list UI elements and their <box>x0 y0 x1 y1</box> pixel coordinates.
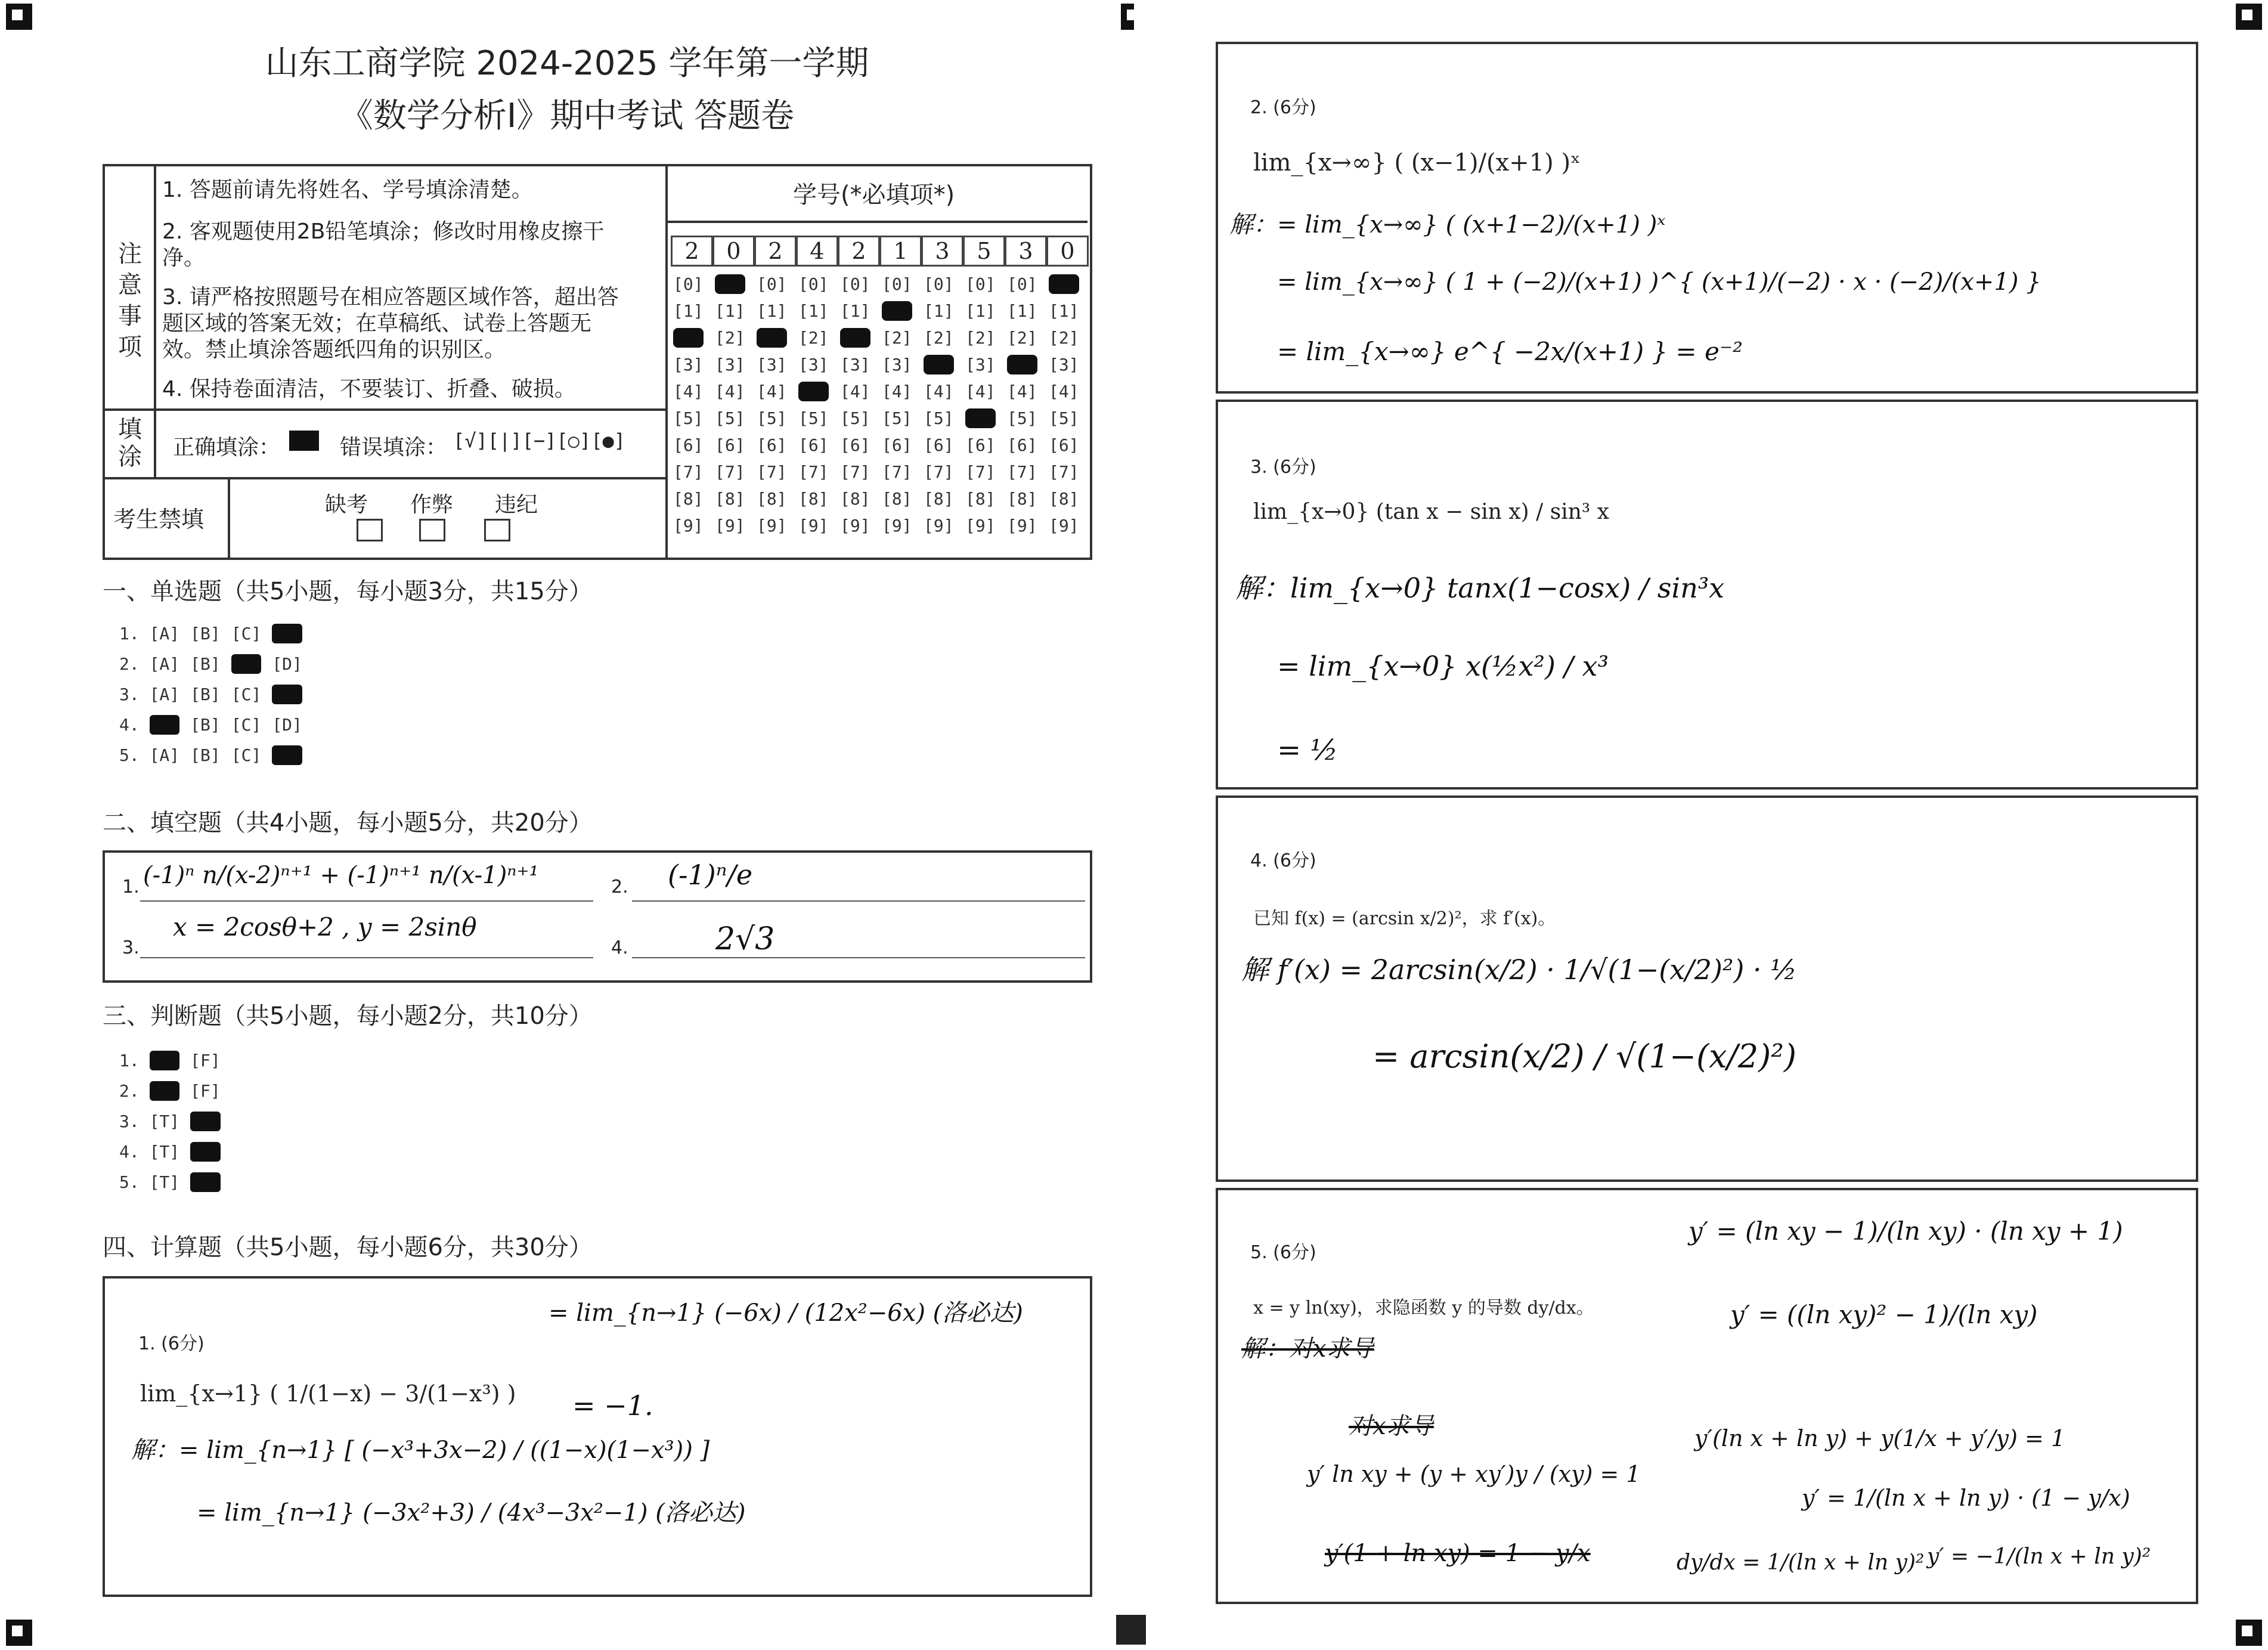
right-page <box>1134 0 2268 1650</box>
blank4-num: 4. <box>611 937 628 958</box>
student-id-bubble[interactable]: [8] <box>1049 489 1079 509</box>
student-id-bubble[interactable]: [6] <box>1007 435 1037 455</box>
student-id-bubble[interactable]: [5] <box>1049 408 1079 428</box>
q2-label: 2. (6分) <box>1250 97 1316 118</box>
page-subtitle: 《数学分析Ⅰ》期中考试 答题卷 <box>339 97 795 135</box>
choice-option[interactable]: [D] <box>272 685 302 704</box>
student-id-bubble[interactable]: [0] <box>1049 274 1079 294</box>
student-id-bubble[interactable]: [5] <box>965 408 996 428</box>
q2-work-1: 解：= lim_{x→∞} ( (x+1−2)/(x+1) )ˣ <box>1229 211 1666 239</box>
blank2-answer: (-1)ⁿ/e <box>668 859 753 891</box>
tf-option[interactable]: [F] <box>190 1081 221 1101</box>
student-id-bubble[interactable]: [7] <box>757 462 787 482</box>
notice-rule-2: 2. 客观题使用2B铅笔填涂；修改时用橡皮擦干净。 <box>162 219 605 270</box>
student-id-bubble[interactable]: [0] <box>757 274 787 294</box>
student-id-bubble[interactable]: [2] <box>1049 328 1079 348</box>
student-id-bubble[interactable]: [4] <box>715 382 745 401</box>
tf-option[interactable]: [T] <box>149 1172 180 1192</box>
tf-option[interactable]: [F] <box>190 1112 221 1131</box>
student-id-bubble[interactable]: [4] <box>840 382 870 401</box>
tf-option[interactable]: [T] <box>149 1081 180 1101</box>
q5-work-3: 解：对x求导 <box>1241 1335 1374 1363</box>
q5-problem: x = y ln(xy)，求隐函数 y 的导数 dy/dx。 <box>1253 1298 1594 1318</box>
choice-option[interactable]: [D] <box>272 715 302 735</box>
flag-absent: 缺考 <box>325 493 368 517</box>
flag-absent-box[interactable] <box>357 519 383 541</box>
q5-work-5: y′ ln xy + (y + xy′)y / (xy) = 1 <box>1307 1461 1641 1487</box>
choice-option[interactable]: [D] <box>272 624 302 643</box>
student-id-bubble[interactable]: [9] <box>798 516 829 535</box>
flag-violation: 违纪 <box>495 493 538 517</box>
q1-work-3: = lim_{n→1} (−6x) / (12x²−6x) (洛必达) <box>549 1299 1023 1327</box>
q2-problem: lim_{x→∞} ( (x−1)/(x+1) )ˣ <box>1253 149 1581 177</box>
student-id-bubble[interactable]: [9] <box>1007 516 1037 535</box>
student-id-bubble[interactable]: [2] <box>798 328 829 348</box>
student-id-bubble[interactable]: [3] <box>840 355 870 374</box>
student-id-bubble[interactable]: [0] <box>798 274 829 294</box>
student-id-bubble[interactable]: [9] <box>715 516 745 535</box>
blank2-num: 2. <box>611 877 628 897</box>
student-id-bubble[interactable]: [1] <box>1049 301 1079 321</box>
student-id-digit: 2 <box>838 236 880 267</box>
section4-title: 四、计算题（共5小题，每小题6分，共30分） <box>103 1234 593 1261</box>
student-id-bubble[interactable]: [6] <box>840 435 870 455</box>
choice-option[interactable]: [B] <box>190 715 221 735</box>
notice-rule-4: 4. 保持卷面清洁，不要装订、折叠、破损。 <box>162 377 576 401</box>
student-id-bubble[interactable]: [5] <box>924 408 954 428</box>
student-id-bubble[interactable]: [0] <box>840 274 870 294</box>
student-id-digit: 4 <box>796 236 838 267</box>
student-id-digit: 3 <box>1005 236 1047 267</box>
student-id-bubble[interactable]: [7] <box>798 462 829 482</box>
section1-title: 一、单选题（共5小题，每小题3分，共15分） <box>103 578 593 605</box>
tf-row <box>119 1051 231 1070</box>
student-id-bubble[interactable]: [8] <box>757 489 787 509</box>
student-id-digit: 5 <box>963 236 1005 267</box>
student-id-bubble[interactable]: [5] <box>715 408 745 428</box>
choice-option[interactable]: [C] <box>231 654 262 674</box>
student-id-bubble[interactable]: [6] <box>798 435 829 455</box>
tf-option[interactable]: [T] <box>149 1051 180 1070</box>
student-id-digit: 0 <box>712 236 755 267</box>
student-id-bubble[interactable]: [2] <box>673 328 704 348</box>
student-id-digit: 3 <box>921 236 963 267</box>
choice-row <box>119 745 313 765</box>
student-id-bubble[interactable]: [4] <box>673 382 704 401</box>
student-id-bubble[interactable]: [7] <box>965 462 996 482</box>
student-id-bubble[interactable]: [9] <box>965 516 996 535</box>
notice-label: 注 意 事 项 <box>118 240 142 361</box>
student-id-bubble[interactable]: [1] <box>882 301 912 321</box>
q1-label: 1. (6分) <box>138 1333 205 1354</box>
student-id-bubble[interactable]: [3] <box>1007 355 1037 374</box>
choice-row <box>119 685 313 704</box>
student-id-bubble[interactable]: [8] <box>1007 489 1037 509</box>
student-id-bubble[interactable]: [1] <box>715 301 745 321</box>
tf-option[interactable]: [T] <box>149 1142 180 1162</box>
student-id-bubble[interactable]: [5] <box>840 408 870 428</box>
student-id-bubble[interactable]: [8] <box>965 489 996 509</box>
section3-title: 三、判断题（共5小题，每小题2分，共10分） <box>103 1002 593 1030</box>
student-id-bubble[interactable]: [0] <box>882 274 912 294</box>
student-id-bubble[interactable]: [7] <box>1007 462 1037 482</box>
choice-row <box>119 654 313 674</box>
q3-work-2: = lim_{x→0} x(½x²) / x³ <box>1277 650 1609 682</box>
q4-label: 4. (6分) <box>1250 850 1316 871</box>
corner-marker <box>2236 4 2262 30</box>
student-id-bubble[interactable]: [0] <box>715 274 745 294</box>
student-id-bubble[interactable]: [0] <box>673 274 704 294</box>
choice-num: 3. <box>119 685 150 704</box>
q1-work-4: = −1. <box>572 1389 653 1422</box>
student-id-label: 学号(*必填项*) <box>793 181 955 209</box>
notice-rule-1: 1. 答题前请先将姓名、学号填涂清楚。 <box>162 178 533 202</box>
q1-problem: lim_{x→1} ( 1/(1−x) − 3/(1−x³) ) <box>140 1380 516 1407</box>
student-id-bubble[interactable]: [4] <box>757 382 787 401</box>
correct-fill-sample <box>289 431 319 451</box>
q5-work-7: y′(ln x + ln y) + y(1/x + y′/y) = 1 <box>1694 1425 2066 1451</box>
student-id-bubble[interactable]: [5] <box>1007 408 1037 428</box>
choice-row <box>119 624 313 643</box>
student-id-bubble[interactable]: [6] <box>882 435 912 455</box>
student-id-bubble[interactable]: [3] <box>798 355 829 374</box>
student-id-bubble[interactable]: [4] <box>965 382 996 401</box>
tf-num: 1. <box>119 1051 150 1070</box>
student-id-bubble[interactable]: [5] <box>882 408 912 428</box>
student-id-bubble[interactable]: [6] <box>924 435 954 455</box>
student-id-bubble[interactable]: [9] <box>840 516 870 535</box>
student-id-digit: 0 <box>1046 236 1089 267</box>
tf-row <box>119 1142 231 1162</box>
student-id-bubble[interactable]: [1] <box>1007 301 1037 321</box>
page-title: 山东工商学院 2024-2025 学年第一学期 <box>265 44 869 83</box>
corner-marker <box>6 4 32 30</box>
choice-row <box>119 715 313 735</box>
q1-work-1: 解：= lim_{n→1} [ (−x³+3x−2) / ((1−x)(1−x³)) ] <box>131 1437 710 1464</box>
student-id-bubble[interactable]: [6] <box>965 435 996 455</box>
choice-num: 5. <box>119 745 150 765</box>
tf-row <box>119 1112 231 1131</box>
q4-problem: 已知 f(x) = (arcsin x/2)²，求 f′(x)。 <box>1253 908 1556 929</box>
student-id-bubble[interactable]: [0] <box>1007 274 1037 294</box>
student-id-bubble[interactable]: [3] <box>1049 355 1079 374</box>
student-id-bubble[interactable]: [3] <box>715 355 745 374</box>
student-id-bubble[interactable]: [2] <box>924 328 954 348</box>
student-id-bubble[interactable]: [8] <box>673 489 704 509</box>
q4-work-1: 解 f′(x) = 2arcsin(x/2) · 1/√(1−(x/2)²) · ½ <box>1241 954 1797 986</box>
examinee-label: 考生禁填 <box>113 506 205 533</box>
choice-option[interactable]: [C] <box>231 745 262 765</box>
student-id-bubble[interactable]: [4] <box>1049 382 1079 401</box>
student-id-bubble[interactable]: [2] <box>840 328 870 348</box>
student-id-bubble[interactable]: [2] <box>882 328 912 348</box>
choice-option[interactable]: [A] <box>149 715 180 735</box>
student-id-bubble[interactable]: [3] <box>882 355 912 374</box>
tf-option[interactable]: [F] <box>190 1172 221 1192</box>
corner-marker <box>6 1620 32 1646</box>
student-id-bubble[interactable]: [9] <box>1049 516 1079 535</box>
corner-marker <box>2236 1620 2262 1646</box>
blank3-num: 3. <box>122 937 140 958</box>
correct-fill-label: 正确填涂： <box>173 435 281 460</box>
q4-box <box>1216 795 2198 1182</box>
student-id-bubble[interactable]: [7] <box>840 462 870 482</box>
student-id-bubble[interactable]: [4] <box>798 382 829 401</box>
q5-label: 5. (6分) <box>1250 1242 1316 1263</box>
choice-option[interactable]: [A] <box>149 685 180 704</box>
section2-title: 二、填空题（共4小题，每小题5分，共20分） <box>103 809 593 837</box>
blank1-answer: (-1)ⁿ n/(x-2)ⁿ⁺¹ + (-1)ⁿ⁺¹ n/(x-1)ⁿ⁺¹ <box>143 862 539 889</box>
student-id-bubble[interactable]: [3] <box>757 355 787 374</box>
student-id-bubble[interactable]: [7] <box>673 462 704 482</box>
q4-work-2: = arcsin(x/2) / √(1−(x/2)²) <box>1372 1038 1797 1075</box>
student-id-bubble[interactable]: [9] <box>757 516 787 535</box>
tf-option[interactable]: [F] <box>190 1051 221 1070</box>
blank4-answer: 2√3 <box>715 921 775 957</box>
student-id-bubble[interactable]: [3] <box>965 355 996 374</box>
student-id-bubble[interactable]: [2] <box>757 328 787 348</box>
student-id-bubble[interactable]: [4] <box>924 382 954 401</box>
choice-option[interactable]: [D] <box>272 654 302 674</box>
tf-row <box>119 1172 231 1192</box>
tf-num: 3. <box>119 1112 150 1131</box>
student-id-bubble[interactable]: [4] <box>1007 382 1037 401</box>
q2-work-3: = lim_{x→∞} e^{ −2x/(x+1) } = e⁻² <box>1277 337 1743 366</box>
qr-marker <box>1116 1615 1146 1645</box>
student-id-bubble[interactable]: [1] <box>673 301 704 321</box>
q3-work-1: 解：lim_{x→0} tanx(1−cosx) / sin³x <box>1235 572 1725 604</box>
student-id-bubble[interactable]: [5] <box>798 408 829 428</box>
q5-work-6: y′(1 + ln xy) = 1 − y/x <box>1325 1540 1591 1567</box>
q5-work-4: 对x求导 <box>1349 1413 1434 1440</box>
flag-cheat: 作弊 <box>410 493 454 517</box>
q3-problem: lim_{x→0} (tan x − sin x) / sin³ x <box>1253 500 1610 524</box>
choice-num: 1. <box>119 624 150 643</box>
choice-num: 2. <box>119 654 150 674</box>
choice-num: 4. <box>119 715 150 735</box>
student-id-bubble[interactable]: [8] <box>924 489 954 509</box>
student-id-digit: 1 <box>879 236 922 267</box>
wrong-fill-samples: [√][|][−][○][●] <box>453 429 625 452</box>
wrong-fill-label: 错误填涂： <box>340 435 448 460</box>
student-id-bubble[interactable]: [2] <box>965 328 996 348</box>
q1-work-2: = lim_{n→1} (−3x²+3) / (4x³−3x²−1) (洛必达) <box>197 1499 746 1527</box>
student-id-bubble[interactable]: [8] <box>798 489 829 509</box>
student-id-bubble[interactable]: [0] <box>965 274 996 294</box>
choice-option[interactable]: [A] <box>149 654 180 674</box>
tf-option[interactable]: [T] <box>149 1112 180 1131</box>
student-id-bubble[interactable]: [0] <box>924 274 954 294</box>
q5-work-2: y′ = ((ln xy)² − 1)/(ln xy) <box>1730 1300 2038 1329</box>
tf-row <box>119 1081 231 1101</box>
choice-option[interactable]: [C] <box>231 624 262 643</box>
student-id-digit: 2 <box>671 236 713 267</box>
q3-label: 3. (6分) <box>1250 457 1316 478</box>
q5-work-10: y′ = −1/(ln x + ln y)² <box>1927 1544 2151 1569</box>
q5-work-9: dy/dx = 1/(ln x + ln y)² <box>1677 1550 1925 1575</box>
tf-num: 4. <box>119 1142 150 1162</box>
student-id-bubble[interactable]: [3] <box>924 355 954 374</box>
student-id-bubble[interactable]: [9] <box>882 516 912 535</box>
choice-option[interactable]: [B] <box>190 685 221 704</box>
q5-work-1: y′ = (ln xy − 1)/(ln xy) · (ln xy + 1) <box>1688 1216 2123 1246</box>
q2-work-2: = lim_{x→∞} ( 1 + (−2)/(x+1) )^{ (x+1)/(−2) · x · (−2)/(x+1) } <box>1277 268 2041 296</box>
student-id-bubble[interactable]: [8] <box>715 489 745 509</box>
student-id-bubble[interactable]: [6] <box>673 435 704 455</box>
student-id-digit: 2 <box>754 236 797 267</box>
student-id-bubble[interactable]: [5] <box>757 408 787 428</box>
tf-num: 5. <box>119 1172 150 1192</box>
student-id-bubble[interactable]: [7] <box>1049 462 1079 482</box>
student-id-bubble[interactable]: [6] <box>757 435 787 455</box>
flag-cheat-box[interactable] <box>419 519 445 541</box>
student-id-bubble[interactable]: [2] <box>1007 328 1037 348</box>
q3-work-3: = ½ <box>1277 733 1338 767</box>
fill-label: 填 涂 <box>118 416 142 470</box>
student-id-bubble[interactable]: [9] <box>673 516 704 535</box>
student-id-bubble[interactable]: [5] <box>673 408 704 428</box>
flag-violation-box[interactable] <box>484 519 510 541</box>
choice-option[interactable]: [B] <box>190 624 221 643</box>
choice-option[interactable]: [A] <box>149 624 180 643</box>
q5-work-8: y′ = 1/(ln x + ln y) · (1 − y/x) <box>1802 1485 2130 1511</box>
student-id-bubble[interactable]: [1] <box>840 301 870 321</box>
choice-option[interactable]: [A] <box>149 745 180 765</box>
student-id-bubble[interactable]: [6] <box>715 435 745 455</box>
choice-option[interactable]: [C] <box>231 715 262 735</box>
blank3-answer: x = 2cosθ+2 , y = 2sinθ <box>173 912 477 942</box>
student-id-bubble[interactable]: [3] <box>673 355 704 374</box>
student-id-bubble[interactable]: [7] <box>882 462 912 482</box>
student-id-bubble[interactable]: [1] <box>798 301 829 321</box>
student-id-bubble[interactable]: [6] <box>1049 435 1079 455</box>
student-id-bubble[interactable]: [1] <box>924 301 954 321</box>
choice-option[interactable]: [D] <box>272 745 302 765</box>
notice-rule-3: 3. 请严格按照题号在相应答题区域作答，超出答题区域的答案无效；在草稿纸、试卷上答题无效。禁止填涂答题纸四角的识别区。 <box>162 285 619 362</box>
student-id-bubble[interactable]: [8] <box>840 489 870 509</box>
choice-option[interactable]: [B] <box>190 745 221 765</box>
student-id-bubble[interactable]: [4] <box>882 382 912 401</box>
student-id-bubble[interactable]: [8] <box>882 489 912 509</box>
student-id-bubble[interactable]: [9] <box>924 516 954 535</box>
student-id-bubble[interactable]: [7] <box>924 462 954 482</box>
tf-num: 2. <box>119 1081 150 1101</box>
choice-option[interactable]: [B] <box>190 654 221 674</box>
tf-option[interactable]: [F] <box>190 1142 221 1162</box>
student-id-bubble[interactable]: [1] <box>757 301 787 321</box>
student-id-bubble[interactable]: [2] <box>715 328 745 348</box>
student-id-bubble[interactable]: [1] <box>965 301 996 321</box>
blank1-num: 1. <box>122 877 140 897</box>
student-id-bubble[interactable]: [7] <box>715 462 745 482</box>
choice-option[interactable]: [C] <box>231 685 262 704</box>
